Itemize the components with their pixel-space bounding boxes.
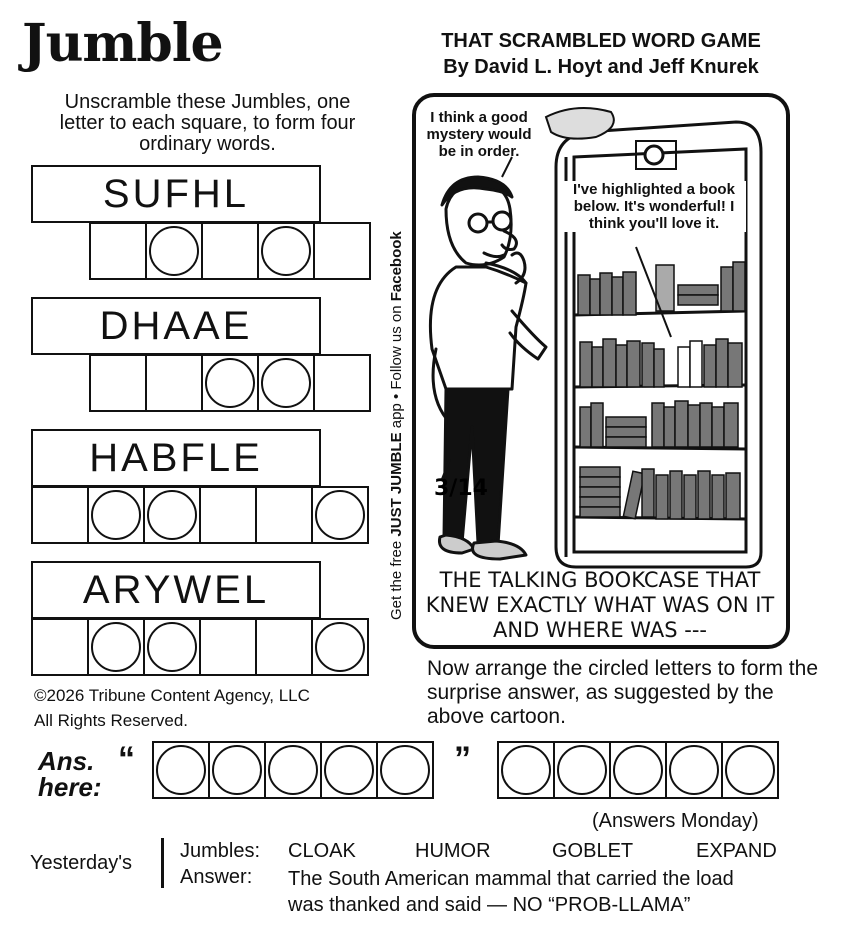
jumble-logo: Jumble bbox=[22, 13, 223, 74]
circled-letter-square[interactable] bbox=[257, 354, 315, 412]
yesterday-answer-line-1: The South American mammal that carried the load bbox=[288, 868, 734, 890]
circled-letter-square[interactable] bbox=[311, 618, 369, 676]
answer-square[interactable] bbox=[721, 741, 779, 799]
yesterday-answer-label: Answer: bbox=[180, 866, 253, 888]
answer-square[interactable] bbox=[152, 741, 210, 799]
answer-square[interactable] bbox=[320, 741, 378, 799]
letter-square[interactable] bbox=[199, 486, 257, 544]
jumble-1-answer-row bbox=[89, 222, 369, 280]
letter-square[interactable] bbox=[255, 618, 313, 676]
promo-social[interactable]: Facebook bbox=[388, 231, 405, 302]
answer-square[interactable] bbox=[264, 741, 322, 799]
copyright bbox=[34, 683, 310, 733]
circled-letter-square[interactable] bbox=[201, 354, 259, 412]
circled-letter-square[interactable] bbox=[87, 486, 145, 544]
copyright-line-2: All Rights Reserved. bbox=[34, 711, 189, 730]
promo-middle: app • Follow us on bbox=[388, 301, 405, 433]
promo-app-name[interactable]: JUST JUMBLE bbox=[388, 432, 405, 537]
cartoon-panel bbox=[412, 93, 790, 649]
answer-trailing-row bbox=[497, 741, 777, 799]
subtitle-title: THAT SCRAMBLED WORD GAME bbox=[441, 30, 761, 52]
close-quote: ” bbox=[454, 740, 471, 778]
answer-label-line-2: here: bbox=[38, 772, 102, 802]
letter-square[interactable] bbox=[89, 354, 147, 412]
promo-prefix: Get the free bbox=[388, 536, 405, 620]
letter-square[interactable] bbox=[31, 486, 89, 544]
answer-label-line-1: Ans. bbox=[38, 746, 95, 776]
answer-square[interactable] bbox=[665, 741, 723, 799]
circled-letter-square[interactable] bbox=[143, 618, 201, 676]
circled-letter-square[interactable] bbox=[257, 222, 315, 280]
yesterday-jumble-word: GOBLET bbox=[552, 840, 634, 862]
yesterday-label: Yesterday's bbox=[30, 852, 133, 874]
subtitle-authors: By David L. Hoyt and Jeff Knurek bbox=[443, 56, 759, 78]
jumble-3-answer-row bbox=[31, 486, 367, 544]
answer-label bbox=[38, 748, 102, 800]
cartoon-date: 3/14 bbox=[434, 476, 488, 501]
yesterday-answer bbox=[288, 866, 793, 918]
letter-square[interactable] bbox=[313, 354, 371, 412]
yesterday-answer-line-2: was thanked and said — NO “PROB-LLAMA” bbox=[288, 894, 691, 916]
letter-square[interactable] bbox=[255, 486, 313, 544]
yesterday-jumbles-label: Jumbles: bbox=[180, 840, 261, 862]
letter-square[interactable] bbox=[31, 618, 89, 676]
jumble-3-scrambled: HABFLE bbox=[31, 429, 321, 487]
game-subtitle bbox=[412, 28, 790, 80]
letter-square[interactable] bbox=[145, 354, 203, 412]
letter-square[interactable] bbox=[199, 618, 257, 676]
promo-side-text bbox=[388, 231, 405, 620]
open-quote: “ bbox=[118, 740, 135, 778]
cartoon-caption: THE TALKING BOOKCASE THAT KNEW EXACTLY WHAT WAS ON IT AND WHERE WAS --- bbox=[425, 568, 775, 642]
answer-square[interactable] bbox=[208, 741, 266, 799]
letter-square[interactable] bbox=[89, 222, 147, 280]
letter-square[interactable] bbox=[201, 222, 259, 280]
yesterday-jumble-word: EXPAND bbox=[696, 840, 777, 862]
jumble-4-scrambled: ARYWEL bbox=[31, 561, 321, 619]
circled-letter-square[interactable] bbox=[87, 618, 145, 676]
letter-square[interactable] bbox=[313, 222, 371, 280]
answer-square[interactable] bbox=[609, 741, 667, 799]
bookcase-speech-bubble: I've highlighted a book below. It's wonderful! I think you'll love it. bbox=[562, 181, 746, 232]
jumble-2-answer-row bbox=[89, 354, 369, 412]
jumble-4-answer-row bbox=[31, 618, 367, 676]
yesterday-divider bbox=[161, 838, 164, 888]
answer-square[interactable] bbox=[497, 741, 555, 799]
circled-letter-square[interactable] bbox=[311, 486, 369, 544]
answer-square[interactable] bbox=[553, 741, 611, 799]
arrange-instructions: Now arrange the circled letters to form the surprise answer, as suggested by the above cartoon. bbox=[427, 657, 819, 728]
circled-letter-square[interactable] bbox=[143, 486, 201, 544]
yesterday-jumble-word: CLOAK bbox=[288, 840, 356, 862]
circled-letter-square[interactable] bbox=[145, 222, 203, 280]
cartoon-illustration bbox=[416, 97, 786, 645]
answer-quoted-row bbox=[152, 741, 432, 799]
instructions: Unscramble these Jumbles, one letter to each square, to form four ordinary words. bbox=[59, 91, 356, 155]
yesterday-jumble-word: HUMOR bbox=[415, 840, 491, 862]
copyright-line-1: ©2026 Tribune Content Agency, LLC bbox=[34, 686, 310, 705]
answers-monday-note: (Answers Monday) bbox=[592, 810, 759, 832]
answer-square[interactable] bbox=[376, 741, 434, 799]
jumble-1-scrambled: SUFHL bbox=[31, 165, 321, 223]
jumble-2-scrambled: DHAAE bbox=[31, 297, 321, 355]
man-thought-bubble: I think a good mystery would be in order. bbox=[426, 109, 532, 160]
